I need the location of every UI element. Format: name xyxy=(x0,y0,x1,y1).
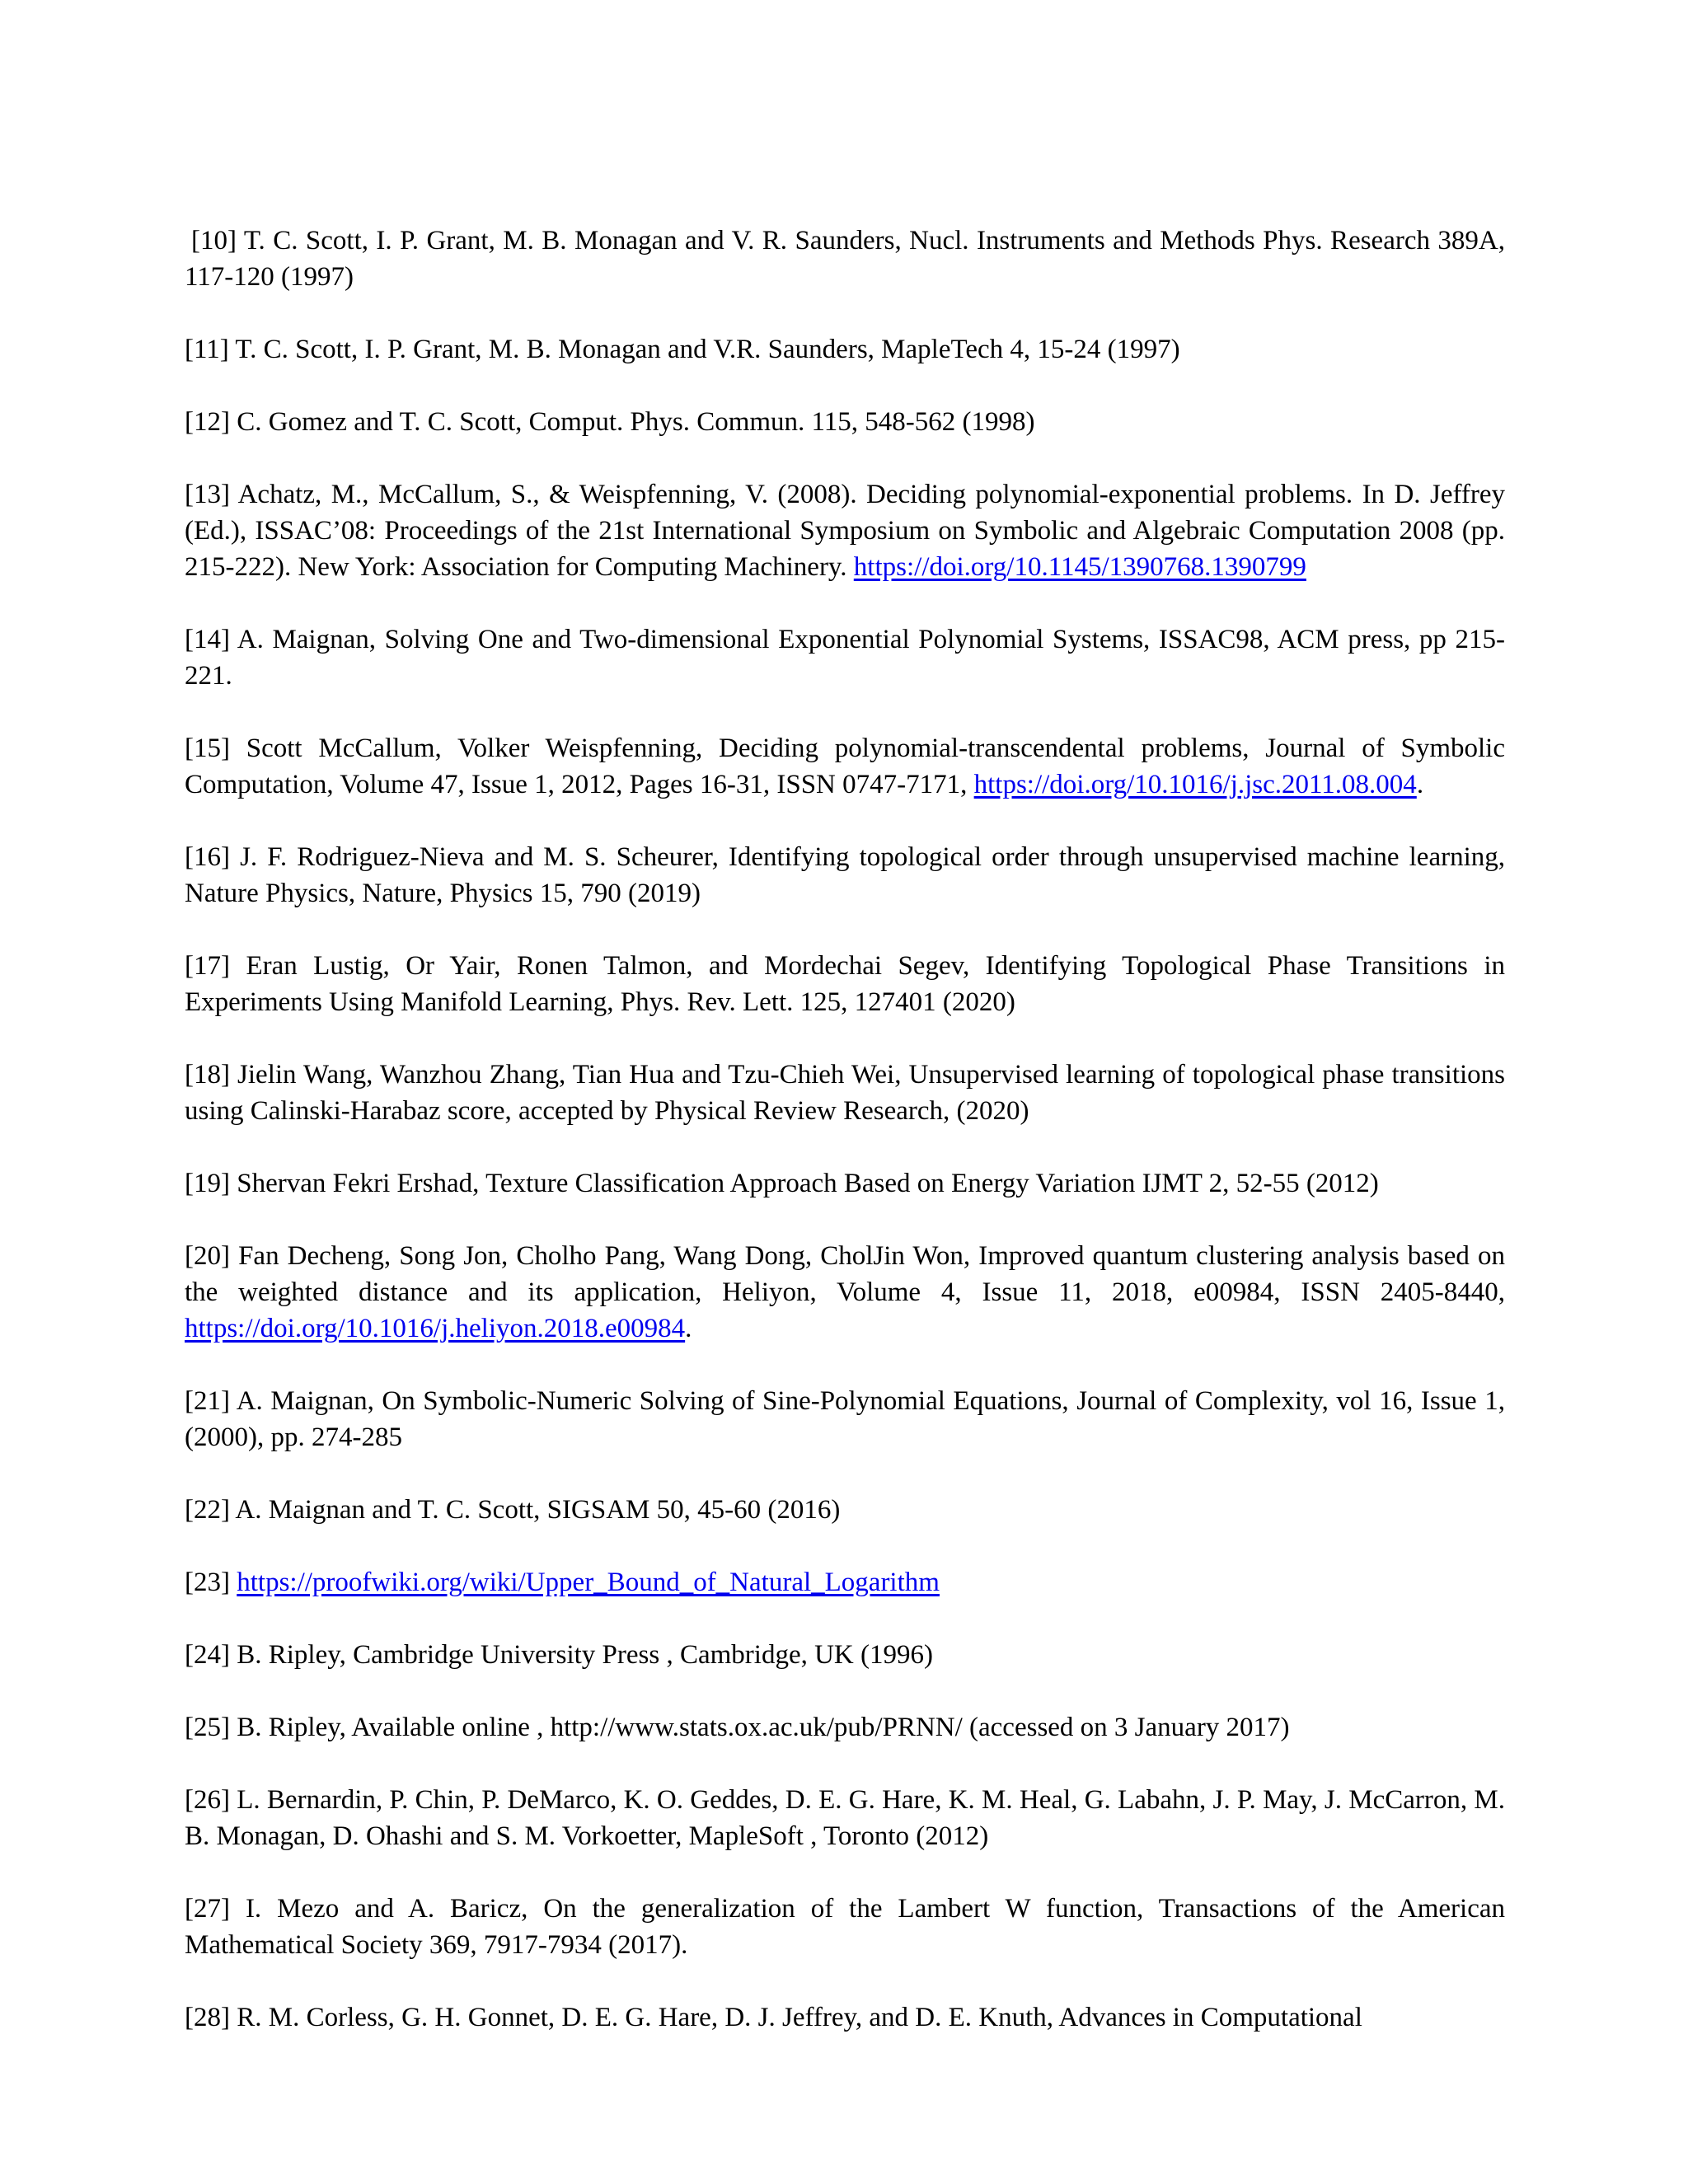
reference-text: Eran Lustig, Or Yair, Ronen Talmon, and Mordechai Segev, Identifying Topological Phase Transitions in Experiments Using Manifold Learning, Phys. Rev. Lett. 125, 127401 (2020) xyxy=(185,951,1505,1017)
reference-number: [23] xyxy=(185,1568,230,1597)
reference-link[interactable]: https://doi.org/10.1016/j.jsc.2011.08.004 xyxy=(973,770,1417,799)
reference-21 xyxy=(185,1383,1505,1455)
reference-number: [24] xyxy=(185,1640,230,1670)
reference-trailing-punctuation: . xyxy=(685,1314,692,1343)
reference-text: Jielin Wang, Wanzhou Zhang, Tian Hua and Tzu-Chieh Wei, Unsupervised learning of topological phase transitions using Calinski-Harabaz score, accepted by Physical Review Research, (2020) xyxy=(185,1060,1505,1126)
reference-number: [11] xyxy=(185,335,229,364)
reference-15 xyxy=(185,730,1505,803)
reference-number: [14] xyxy=(185,625,230,654)
reference-text: Shervan Fekri Ershad, Texture Classification Approach Based on Energy Variation IJMT 2, 52-55 (2012) xyxy=(237,1169,1379,1198)
reference-28 xyxy=(185,1999,1505,2036)
reference-14 xyxy=(185,621,1505,694)
reference-text: T. C. Scott, I. P. Grant, M. B. Monagan and V. R. Saunders, Nucl. Instruments and Methods Phys. Research 389A, 117-120 (1997) xyxy=(185,226,1505,292)
reference-trailing-punctuation: . xyxy=(1416,770,1424,799)
reference-number: [13] xyxy=(185,480,230,509)
reference-number: [21] xyxy=(185,1386,230,1416)
reference-text: Scott McCallum, Volker Weispfenning, Deciding polynomial-transcendental problems, Journal of Symbolic Computation, Volume 47, Issue 1, 2012, Pages 16-31, ISSN 0747-7171, xyxy=(185,733,1505,799)
reference-number: [12] xyxy=(185,407,230,437)
reference-16 xyxy=(185,839,1505,912)
reference-number: [26] xyxy=(185,1785,230,1815)
reference-text: Achatz, M., McCallum, S., & Weispfenning, V. (2008). Deciding polynomial-exponential problems. In D. Jeffrey (Ed.), ISSAC’08: Proceedings of the 21st International Symposium on Symbolic and Algebraic Computation 2008 (pp. 215-222). New York: Association for Computing Machinery. xyxy=(185,480,1505,582)
reference-12 xyxy=(185,404,1505,440)
reference-text: L. Bernardin, P. Chin, P. DeMarco, K. O. Geddes, D. E. G. Hare, K. M. Heal, G. Labahn, J. P. May, J. McCarron, M. B. Monagan, D. Ohashi and S. M. Vorkoetter, MapleSoft , Toronto (2012) xyxy=(185,1785,1506,1851)
reference-text: A. Maignan, Solving One and Two-dimensional Exponential Polynomial Systems, ISSAC98, ACM press, pp 215-221. xyxy=(185,625,1505,691)
reference-number: [27] xyxy=(185,1894,230,1924)
reference-11 xyxy=(185,331,1505,368)
reference-number: [18] xyxy=(185,1060,230,1090)
reference-text: T. C. Scott, I. P. Grant, M. B. Monagan and V.R. Saunders, MapleTech 4, 15-24 (1997) xyxy=(235,335,1180,364)
reference-26 xyxy=(185,1782,1505,1854)
reference-number: [10] xyxy=(191,226,237,255)
reference-text: B. Ripley, Cambridge University Press , Cambridge, UK (1996) xyxy=(237,1640,933,1670)
reference-text: Fan Decheng, Song Jon, Cholho Pang, Wang Dong, CholJin Won, Improved quantum clustering analysis based on the weighted distance and its application, Heliyon, Volume 4, Issue 11, 2018, e00984, ISSN 2405-8440, xyxy=(185,1241,1506,1307)
reference-number: [19] xyxy=(185,1169,230,1198)
reference-text: C. Gomez and T. C. Scott, Comput. Phys. Commun. 115, 548-562 (1998) xyxy=(237,407,1035,437)
reference-19 xyxy=(185,1165,1505,1202)
reference-23 xyxy=(185,1564,1505,1601)
reference-text: R. M. Corless, G. H. Gonnet, D. E. G. Hare, D. J. Jeffrey, and D. E. Knuth, Advances in Computational xyxy=(237,2003,1362,2032)
reference-20 xyxy=(185,1238,1505,1347)
reference-number: [16] xyxy=(185,842,230,872)
reference-text: A. Maignan and T. C. Scott, SIGSAM 50, 45-60 (2016) xyxy=(235,1495,841,1525)
reference-text: J. F. Rodriguez-Nieva and M. S. Scheurer, Identifying topological order through unsupervised machine learning, Nature Physics, Nature, Physics 15, 790 (2019) xyxy=(185,842,1505,908)
reference-link[interactable]: https://doi.org/10.1145/1390768.1390799 xyxy=(853,552,1306,582)
reference-number: [20] xyxy=(185,1241,230,1271)
reference-number: [17] xyxy=(185,951,230,981)
reference-number: [28] xyxy=(185,2003,230,2032)
reference-17 xyxy=(185,948,1505,1020)
reference-10 xyxy=(185,223,1505,295)
reference-list xyxy=(185,223,1505,2036)
reference-text: A. Maignan, On Symbolic-Numeric Solving of Sine-Polynomial Equations, Journal of Complexity, vol 16, Issue 1, (2000), pp. 274-285 xyxy=(185,1386,1505,1452)
reference-text: B. Ripley, Available online , http://www.stats.ox.ac.uk/pub/PRNN/ (accessed on 3 January 2017) xyxy=(237,1713,1290,1742)
reference-25 xyxy=(185,1709,1505,1746)
reference-22 xyxy=(185,1492,1505,1528)
reference-27 xyxy=(185,1891,1505,1963)
reference-18 xyxy=(185,1057,1505,1129)
reference-number: [25] xyxy=(185,1713,230,1742)
reference-number: [15] xyxy=(185,733,230,763)
reference-number: [22] xyxy=(185,1495,230,1525)
reference-24 xyxy=(185,1637,1505,1673)
reference-13 xyxy=(185,476,1505,585)
reference-link[interactable]: https://doi.org/10.1016/j.heliyon.2018.e00984 xyxy=(185,1314,686,1343)
reference-text: I. Mezo and A. Baricz, On the generalization of the Lambert W function, Transactions of the American Mathematical Society 369, 7917-7934 (2017). xyxy=(185,1894,1505,1960)
reference-link[interactable]: https://proofwiki.org/wiki/Upper_Bound_of_Natural_Logarithm xyxy=(237,1568,940,1597)
